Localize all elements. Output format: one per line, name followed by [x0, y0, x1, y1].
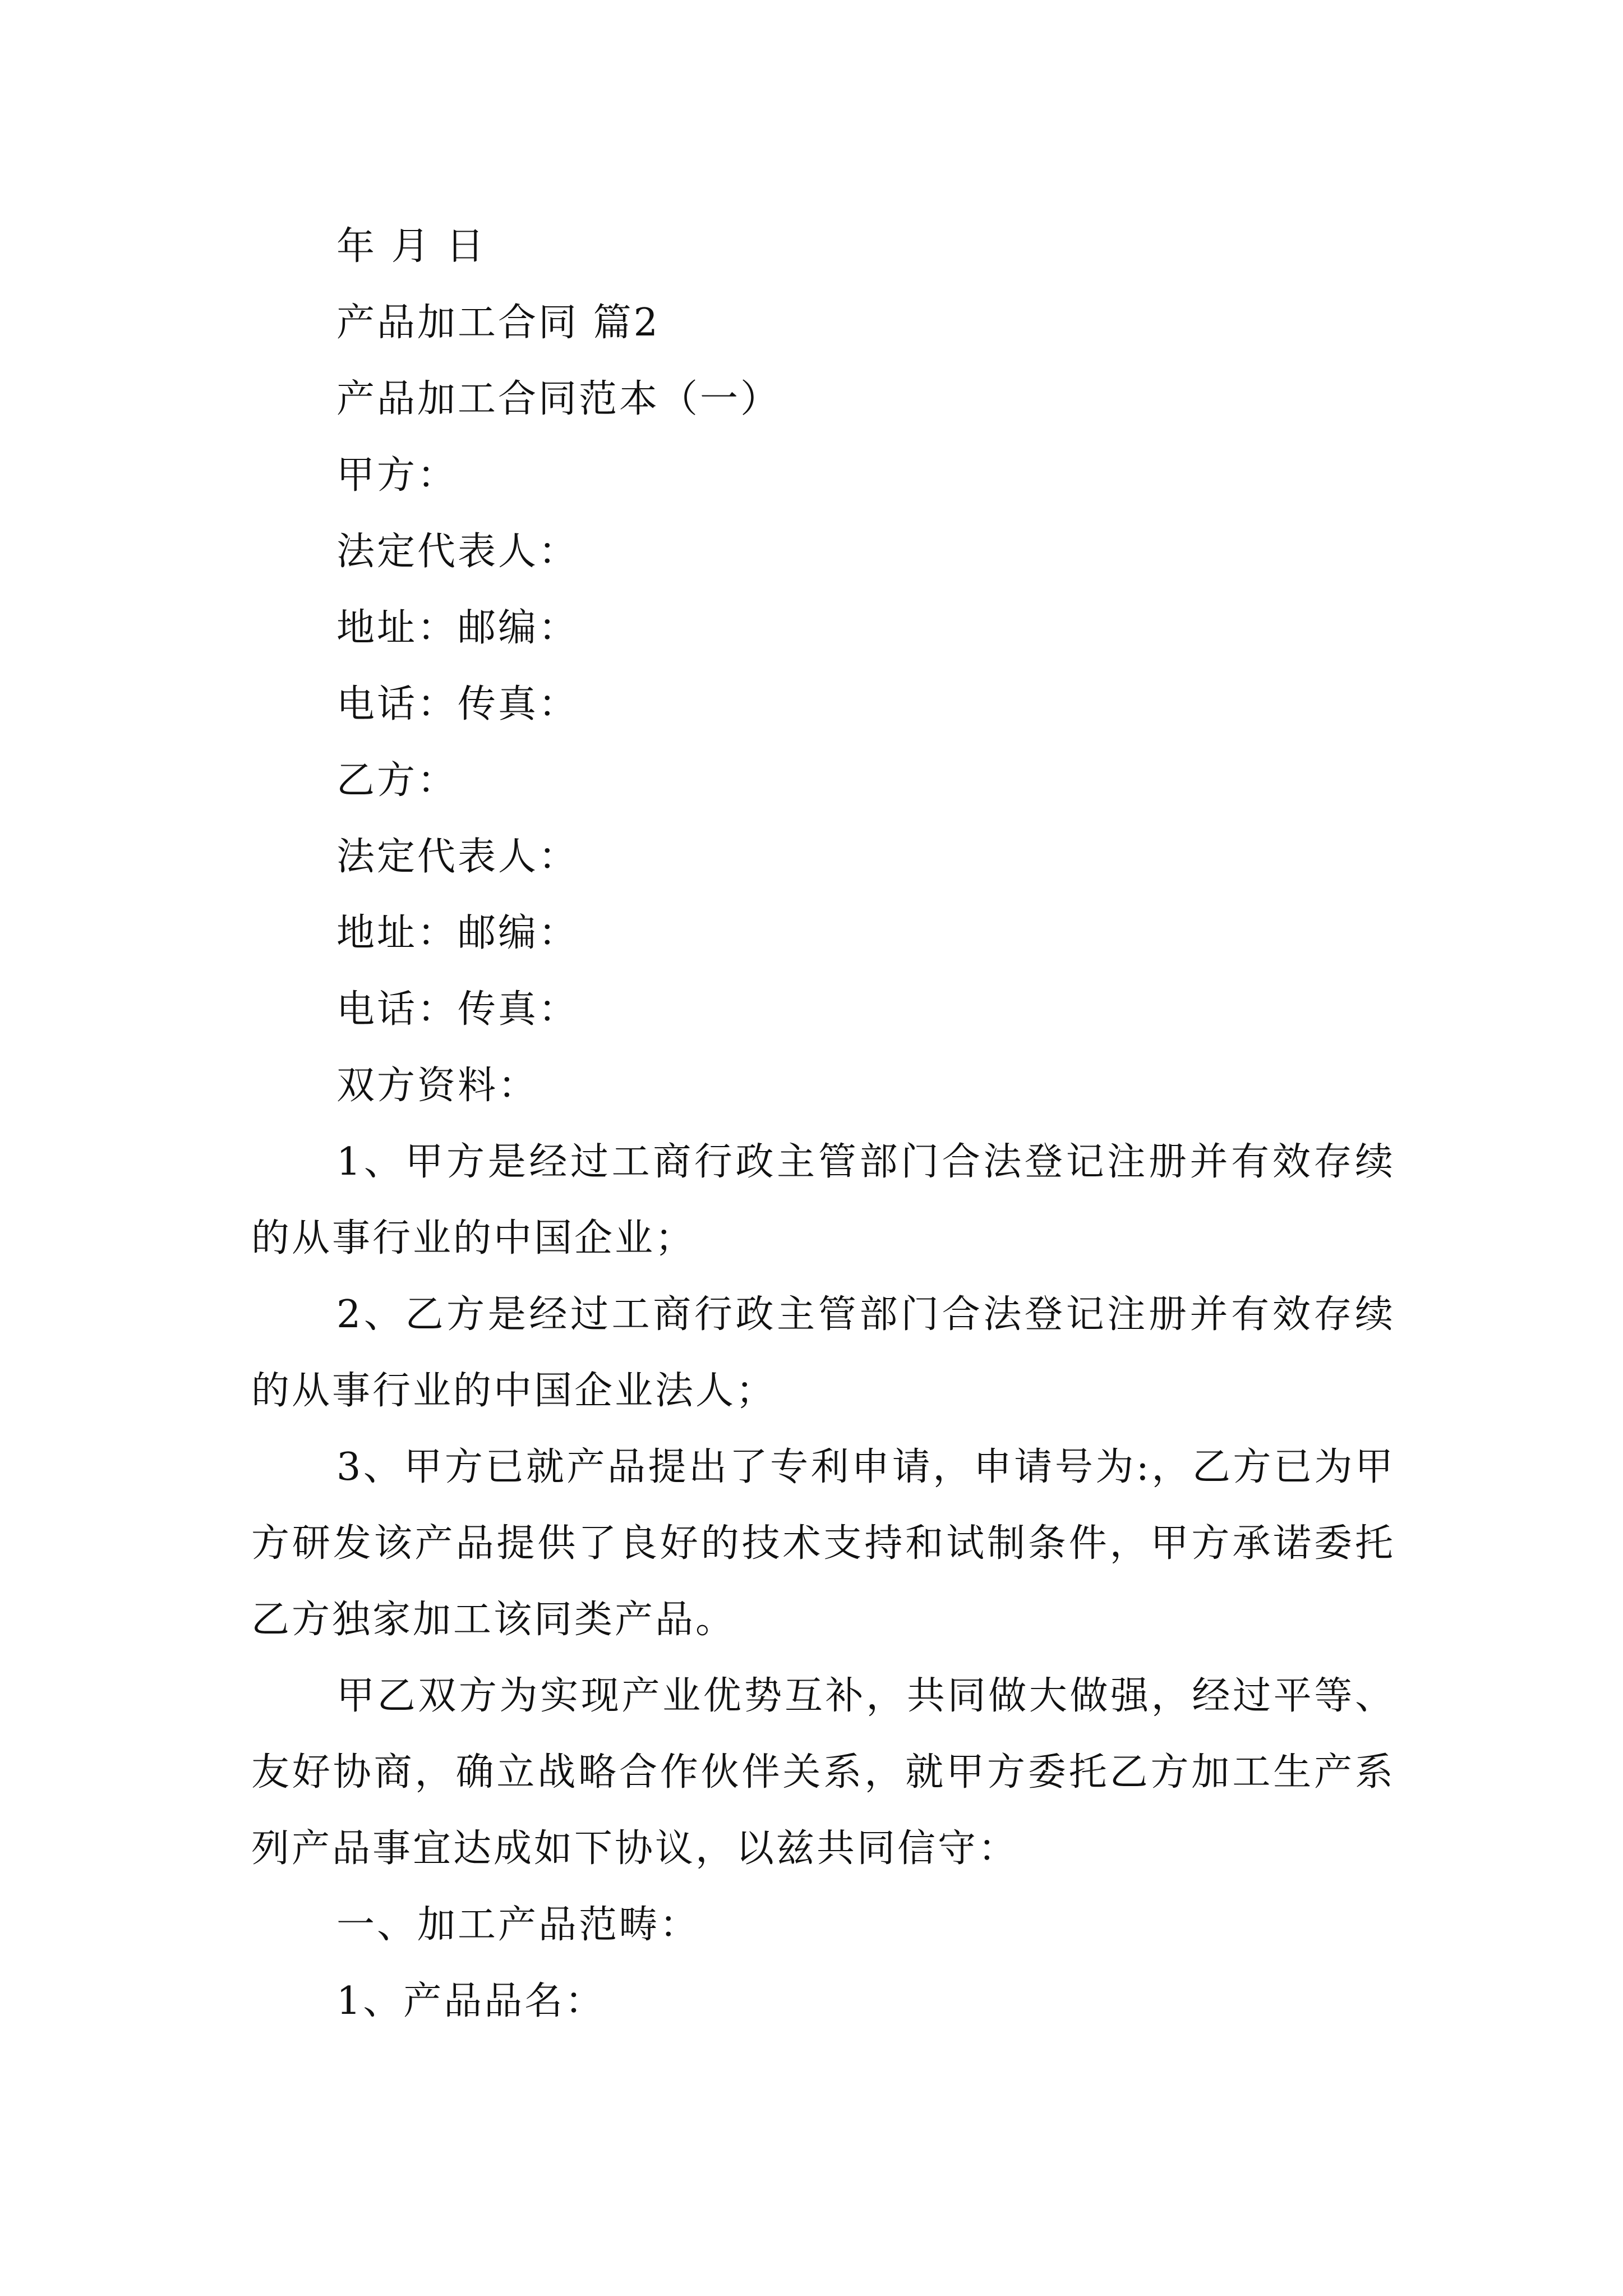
- party-b-phone: 电话：传真：: [336, 987, 579, 1032]
- party-b-label: 乙方：: [336, 758, 458, 803]
- party-a-rep: 法定代表人：: [336, 530, 579, 574]
- item-product-name: 1、产品品名：: [336, 1979, 606, 2023]
- contract-sample-heading: 产品加工合同范本（一）: [336, 377, 781, 421]
- party-a-label: 甲方：: [336, 453, 458, 498]
- paragraph-party-b-info: 2、乙方是经过工商行政主管部门合法登记注册并有效存续的从事行业的中国企业法人；: [251, 1292, 1395, 1413]
- paragraph-patent: 3、甲方已就产品提出了专利申请，申请号为:，乙方已为甲方研发该产品提供了良好的技术支持和试制条件，甲方承诺委托乙方独家加工该同类产品。: [251, 1445, 1395, 1642]
- paragraph-party-a-info: 1、甲方是经过工商行政主管部门合法登记注册并有效存续的从事行业的中国企业；: [251, 1140, 1395, 1260]
- date-line: 年 月 日: [336, 224, 487, 269]
- party-b-rep: 法定代表人：: [336, 835, 579, 879]
- party-b-address: 地址：邮编：: [336, 911, 579, 955]
- party-a-address: 地址：邮编：: [336, 606, 579, 650]
- contract-part-heading: 产品加工合同 篇2: [336, 301, 660, 345]
- both-parties-heading: 双方资料：: [336, 1064, 539, 1108]
- paragraph-agreement: 甲乙双方为实现产业优势互补，共同做大做强，经过平等、友好协商，确立战略合作伙伴关系，就甲方委托乙方加工生产系列产品事宜达成如下协议，以兹共同信守：: [251, 1674, 1395, 1871]
- document-body: [251, 209, 1395, 2040]
- section-1-heading: 一、加工产品范畴：: [336, 1903, 700, 1947]
- party-a-phone: 电话：传真：: [336, 682, 579, 726]
